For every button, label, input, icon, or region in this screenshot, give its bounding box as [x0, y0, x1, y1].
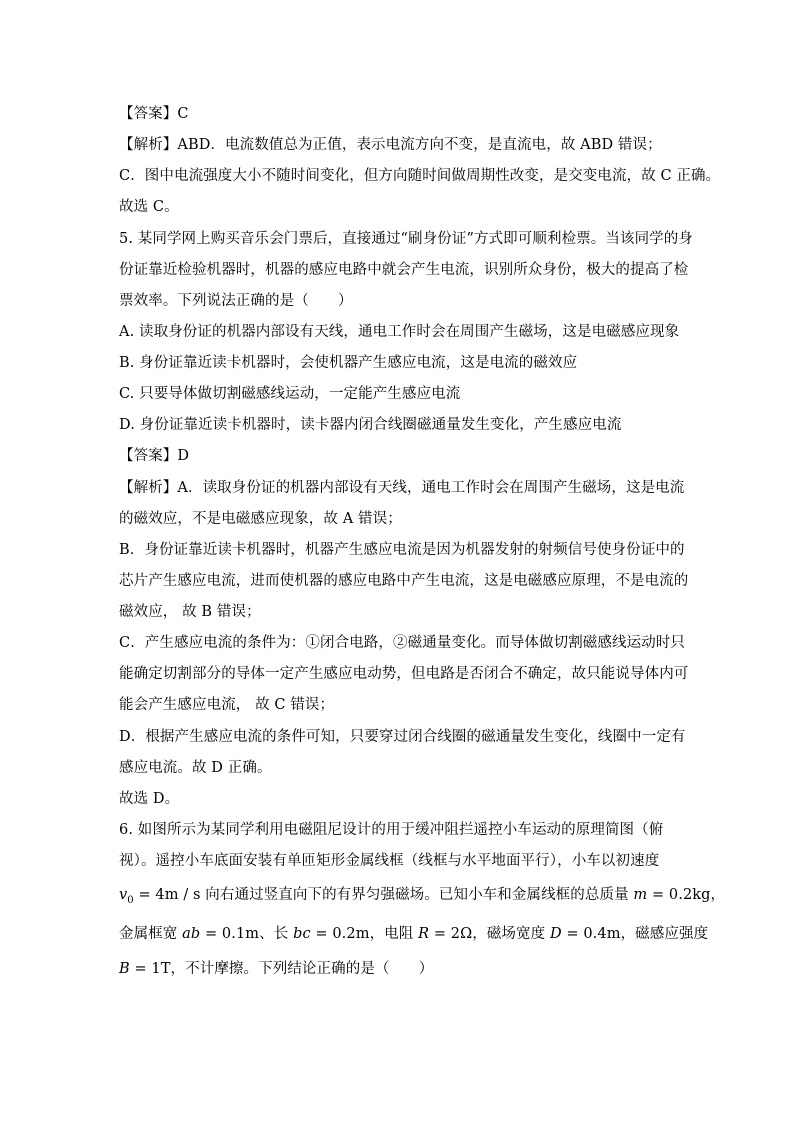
- question-6-stem-math: [119, 959, 433, 979]
- analysis-line: B．身份证靠近读卡机器时，机器产生感应电流是因为机器发射的射频信号使身份证中的: [119, 542, 685, 558]
- var-v: v: [119, 887, 128, 903]
- answer-line: 【答案】D: [119, 448, 190, 464]
- var-b: B: [119, 961, 130, 977]
- answer-line: 【答案】C: [119, 106, 189, 122]
- stem-text: 金属框宽: [119, 926, 183, 942]
- question-5-stem: 份证靠近检验机器时，机器的感应电路中就会产生电流，识别所众身份，极大的提高了检: [119, 262, 689, 278]
- conclusion-line: 故选 D。: [119, 791, 180, 807]
- stem-text: ，不计摩擦。下列结论正确的是（ ）: [170, 961, 434, 977]
- value-text: = 0.2m: [310, 926, 370, 942]
- analysis-line: D．根据产生感应电流的条件可知，只要穿过闭合线圈的磁通量发生变化，线圈中一定有: [119, 729, 686, 745]
- value-text: = 0.4m: [561, 926, 621, 942]
- question-6-stem: 6. 如图所示为某同学利用电磁阻尼设计的用于缓冲阻拦遥控小车运动的原理简图（俯: [119, 822, 664, 838]
- question-5-stem: 5. 某同学网上购买音乐会门票后，直接通过“刷身份证”方式即可顺利检票。当该同学的身: [119, 231, 693, 247]
- option-b: B. 身份证靠近读卡机器时，会使机器产生感应电流，这是电流的磁效应: [119, 355, 578, 371]
- analysis-line: C．产生感应电流的条件为：①闭合电路，②磁通量变化。而导体做切割磁感线运动时只: [119, 635, 685, 651]
- stem-text: ，电阻: [369, 926, 419, 942]
- question-6-stem: 视）。遥控小车底面安装有单匝矩形金属线框（线框与水平地面平行），小车以初速度: [119, 853, 660, 869]
- stem-text: 向右通过竖直向下的有界匀强磁场。已知小车和金属线框的总质量: [200, 887, 634, 903]
- question-6-stem-math: [119, 924, 708, 944]
- conclusion-line: 故选 C。: [119, 199, 179, 215]
- analysis-line: 【解析】ABD．电流数值总为正值，表示电流方向不变，是直流电，故 ABD 错误；: [119, 137, 662, 153]
- analysis-line: 磁效应， 故 B 错误；: [119, 604, 261, 620]
- analysis-line: 的磁效应，不是电磁感应现象，故 A 错误；: [119, 511, 402, 527]
- value-text: = 0.2kg，: [647, 887, 726, 903]
- question-6-stem-math: [119, 885, 725, 911]
- option-c: C. 只要导体做切割磁感线运动，一定能产生感应电流: [119, 386, 461, 402]
- value-text: = 1T: [129, 961, 171, 977]
- var-r: R: [418, 926, 430, 942]
- question-5-stem: 票效率。下列说法正确的是（ ）: [119, 293, 353, 309]
- analysis-line: C．图中电流强度大小不随时间变化，但方向随时间做周期性改变，是交变电流，故 C 正确。: [119, 168, 721, 184]
- stem-text: ，磁感应强度: [620, 926, 709, 942]
- var-ab: ab: [182, 926, 201, 942]
- analysis-line: 【解析】A．读取身份证的机器内部设有天线，通电工作时会在周围产生磁场，这是电流: [119, 480, 685, 496]
- stem-text: 、长: [259, 926, 294, 942]
- option-d: D. 身份证靠近读卡机器时，读卡器内闭合线圈磁通量发生变化，产生感应电流: [119, 417, 622, 433]
- value-text: = 0.1m: [200, 926, 260, 942]
- var-d: D: [549, 926, 562, 942]
- stem-text: ，磁场宽度: [472, 926, 550, 942]
- var-bc: bc: [293, 926, 311, 942]
- analysis-line: 感应电流。故 D 正确。: [119, 760, 272, 776]
- analysis-line: 能会产生感应电流， 故 C 错误；: [119, 697, 335, 713]
- var-m: m: [633, 887, 648, 903]
- value-text: = 2Ω: [429, 926, 473, 942]
- option-a: A. 读取身份证的机器内部设有天线，通电工作时会在周围产生磁场，这是电磁感应现象: [119, 324, 680, 340]
- analysis-line: 芯片产生感应电流，进而使机器的感应电路中产生电流，这是电磁感应原理，不是电流的: [119, 573, 689, 589]
- analysis-line: 能确定切割部分的导体一定产生感应电动势，但电路是否闭合不确定，故只能说导体内可: [119, 666, 689, 682]
- var-subscript: 0: [127, 894, 134, 906]
- value-text: = 4m / s: [133, 887, 201, 903]
